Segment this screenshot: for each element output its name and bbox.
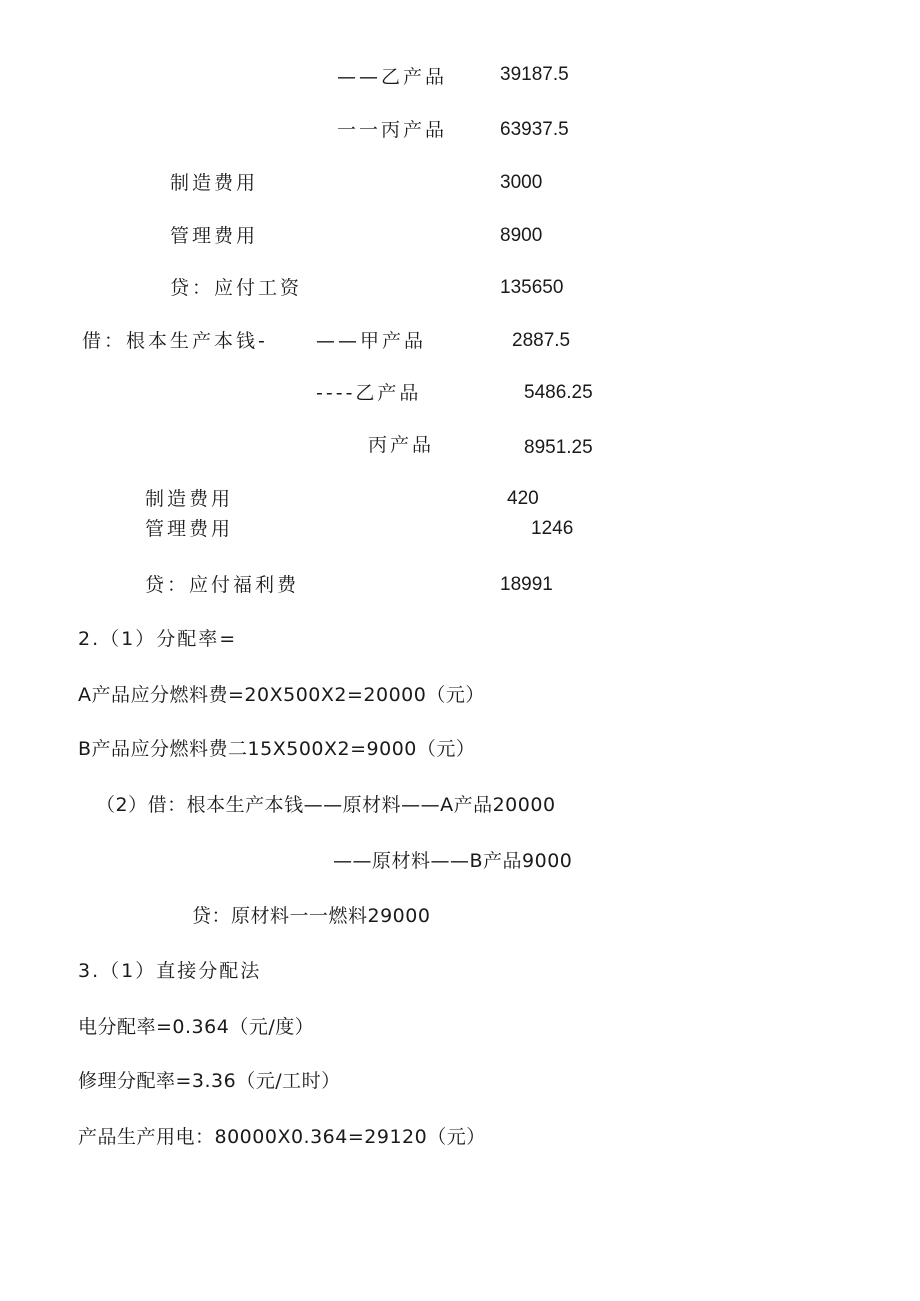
q2-debit-b: ——原材料——B产品9000 xyxy=(333,850,573,872)
entry2-jia-amount: 2887.5 xyxy=(512,330,571,351)
entry2-credit-label: 贷：应付福利费 xyxy=(145,574,300,596)
entry1-yi-label: ——乙产品 xyxy=(337,66,448,88)
entry2-credit-amount: 18991 xyxy=(500,574,553,595)
q3-repair-rate: 修理分配率=3.36（元/工时） xyxy=(78,1070,341,1092)
q2-debit-a: （2）借：根本生产本钱——原材料——A产品20000 xyxy=(96,794,556,816)
entry1-mfg-label: 制造费用 xyxy=(170,172,259,194)
q2-line-b: B产品应分燃料费二15X500X2=9000（元） xyxy=(78,738,476,760)
entry2-mgmt-amount: 1246 xyxy=(531,518,574,539)
entry1-credit-label: 贷：应付工资 xyxy=(170,277,303,299)
entry1-credit-amount: 135650 xyxy=(500,277,564,298)
q3-elec-rate: 电分配率=0.364（元/度） xyxy=(78,1016,315,1038)
q2-heading: 2.（1）分配率= xyxy=(78,628,238,650)
entry2-yi-amount: 5486.25 xyxy=(524,382,593,403)
entry2-mfg-label: 制造费用 xyxy=(145,488,234,510)
q2-credit: 贷：原材料一一燃料29000 xyxy=(192,905,431,927)
entry2-bing-label: 丙产品 xyxy=(368,434,435,456)
entry2-mfg-amount: 420 xyxy=(507,488,539,509)
entry1-mgmt-label: 管理费用 xyxy=(170,225,259,247)
entry1-mgmt-amount: 8900 xyxy=(500,225,543,246)
q3-product-elec: 产品生产用电：80000X0.364=29120（元） xyxy=(78,1126,486,1148)
entry1-bing-label: 一一丙产品 xyxy=(337,119,448,141)
entry2-jia-label: ——甲产品 xyxy=(316,330,427,352)
entry1-yi-amount: 39187.5 xyxy=(500,64,569,85)
entry2-mgmt-label: 管理费用 xyxy=(145,518,234,540)
entry2-debit-prefix: 借：根本生产本钱- xyxy=(82,330,268,352)
entry2-bing-amount: 8951.25 xyxy=(524,437,593,458)
entry1-bing-amount: 63937.5 xyxy=(500,119,569,140)
q2-line-a: A产品应分燃料费=20X500X2=20000（元） xyxy=(78,684,485,706)
entry1-mfg-amount: 3000 xyxy=(500,172,543,193)
q3-heading: 3.（1）直接分配法 xyxy=(78,960,262,982)
entry2-yi-label: ----乙产品 xyxy=(316,382,422,404)
